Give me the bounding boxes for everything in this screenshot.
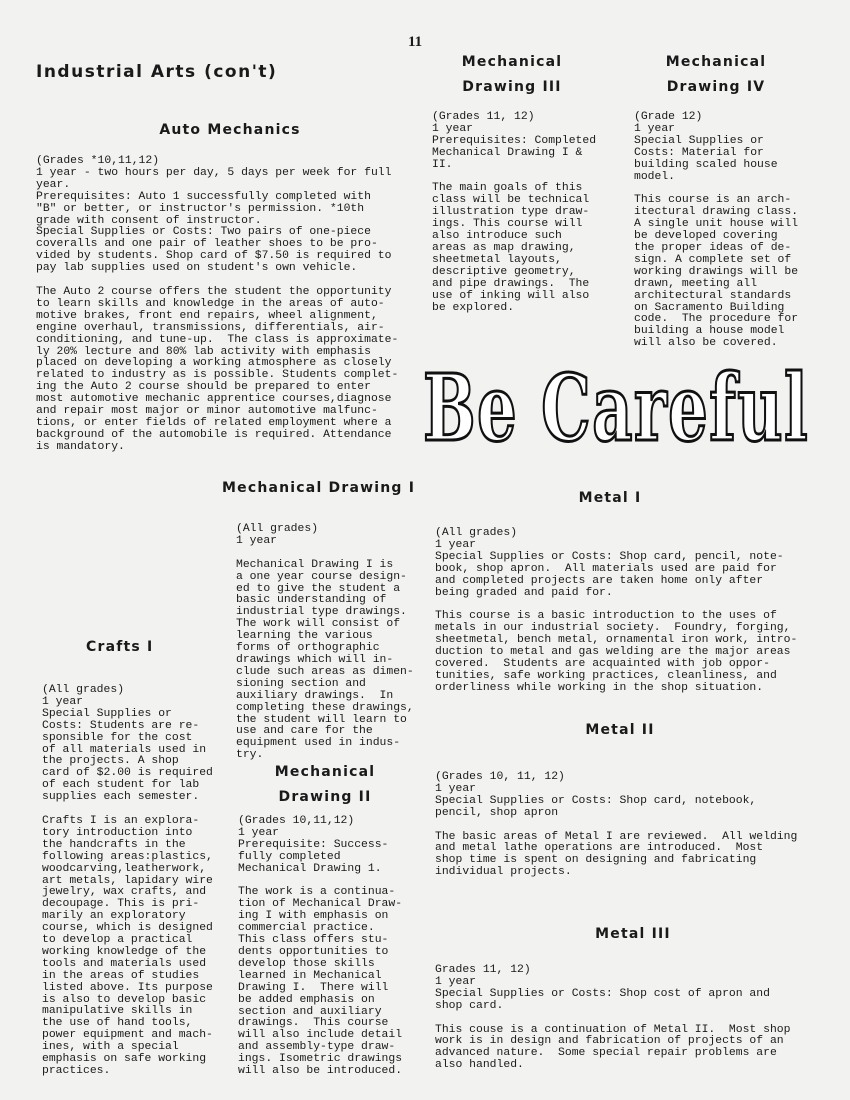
mech-drawing-3-heading (432, 54, 592, 95)
be-careful-sign (418, 352, 814, 460)
mech-drawing-4-heading-line2: Drawing IV (666, 79, 766, 95)
metal-1-body: (All grades) 1 year Special Supplies or Costs: Shop card, pencil, note- book, shop apron. All materials used are paid for and completed projects are taken home only after being graded and paid for. This course is a basic introduction to the uses of metals in our industrial society. Foundry, forging, sheetmetal, bench metal, ornamental iron work, intro- duction to metal and gas welding are the major areas covered. Students are acquainted with job oppor- tunities, safe working practices, cleanliness, and orderliness while working in the shop situation. (435, 527, 798, 694)
mech-drawing-3-body: (Grades 11, 12) 1 year Prerequisites: Completed Mechanical Drawing I & II. The main goals of this class will be technical illustration type draw- ings. This course will also introduce such areas as map drawing, sheetmetal layouts, descriptive geometry, and pipe drawings. The use of inking will also be explored. (432, 111, 597, 314)
mech-drawing-2-heading-line2: Drawing II (278, 789, 372, 805)
mech-drawing-2-heading-line1: Mechanical (274, 764, 376, 780)
mech-drawing-2-heading (240, 764, 410, 805)
metal-2-heading: Metal II (585, 722, 655, 738)
page-number: 11 (408, 34, 423, 50)
mech-drawing-4-heading-line1: Mechanical (665, 54, 767, 70)
crafts-1-heading: Crafts I (86, 639, 154, 655)
metal-3-heading: Metal III (595, 926, 671, 942)
auto-mechanics-body: (Grades *10,11,12) 1 year - two hours per day, 5 days per week for full year. Prerequisites: Auto 1 successfully completed with "B" or better, or instructor's permission. *10th grade with consent of instructor. Special Supplies or Costs: Two pairs of one-piece coveralls and one pair of leather shoes to be pro- vided by students. Shop card of $7.50 is required to pay lab supplies used on student's own vehicle. The Auto 2 course offers the student the opportunity to learn skills and knowledge in the areas of auto- motive brakes, front end repairs, wheel alignment, engine overhaul, transmissions, differentials, air- conditioning, and tune-up. The class is approximate- ly 20% lecture and 80% lab activity with emphasis placed on developing a working atmosphere as closely related to industry as is possible. Students complet- ing the Auto 2 course should be prepared to enter most automotive mechanic apprentice courses,diagnose and repair most major or minor automotive malfunc- tions, or enter fields of related employment where a background of the automobile is required. Attendance is mandatory. (36, 155, 399, 453)
mech-drawing-4-heading (636, 54, 796, 95)
mech-drawing-1-body: (All grades) 1 year Mechanical Drawing I is a one year course design- ed to give the student a basic understanding of industrial type drawings. The work will consist of learning the various forms of orthographic drawings which will in- clude such areas as dimen- sioning section and auxiliary drawings. In completing these drawings, the student will learn to use and care for the equipment used in indus- try. (236, 523, 414, 762)
metal-1-heading: Metal I (578, 490, 642, 506)
mech-drawing-2-body: (Grades 10,11,12) 1 year Prerequisite: Success- fully completed Mechanical Drawing 1. The work is a continua- tion of Mechanical Draw- ing I with emphasis on commercial practice. This class offers stu- dents opportunities to develop those skills learned in Mechanical Drawing I. There will be added emphasis on section and auxiliary drawings. This course will also include detail and assembly-type draw- ings. Isometric drawings will also be introduced. (238, 815, 403, 1078)
page-title: Industrial Arts (con't) (36, 62, 278, 82)
metal-2-body: (Grades 10, 11, 12) 1 year Special Supplies or Costs: Shop card, notebook, pencil, shop apron The basic areas of Metal I are reviewed. All welding and metal lathe operations are introduced. Most shop time is spent on designing and fabricating individual projects. (435, 771, 798, 879)
mech-drawing-4-body: (Grade 12) 1 year Special Supplies or Costs: Material for building scaled house model. This course is an arch- itectural drawing class. A single unit house will be developed covering the proper ideas of de- sign. A complete set of working drawings will be drawn, meeting all architectural standards on Sacramento Building code. The procedure for building a house model will also be covered. (634, 111, 799, 350)
auto-mechanics-heading: Auto Mechanics (159, 122, 301, 138)
mech-drawing-1-heading: Mechanical Drawing I (222, 480, 416, 496)
crafts-1-body: (All grades) 1 year Special Supplies or Costs: Students are re- sponsible for the cost of all materials used in the projects. A shop card of $2.00 is required of each student for lab supplies each semester. Crafts I is an explora- tory introduction into the handcrafts in the following areas:plastics, woodcarving,leatherwork, art metals, lapidary wire jewelry, wax crafts, and decoupage. This is pri- marily an exploratory course, which is designed to develop a practical working knowledge of the tools and materials used in the areas of studies listed above. Its purpose is also to develop basic manipulative skills in the use of hand tools, power equipment and mach- ines, with a special emphasis on safe working practices. (42, 684, 213, 1077)
mech-drawing-3-heading-line1: Mechanical (461, 54, 563, 70)
metal-3-body: Grades 11, 12) 1 year Special Supplies or Costs: Shop cost of apron and shop card. This couse is a continuation of Metal II. Most shop work is in design and fabrication of projects of an advanced nature. Some special repair problems are also handled. (435, 964, 791, 1072)
be-careful-text: Be Careful (423, 354, 809, 460)
mech-drawing-3-heading-line2: Drawing III (462, 79, 562, 95)
